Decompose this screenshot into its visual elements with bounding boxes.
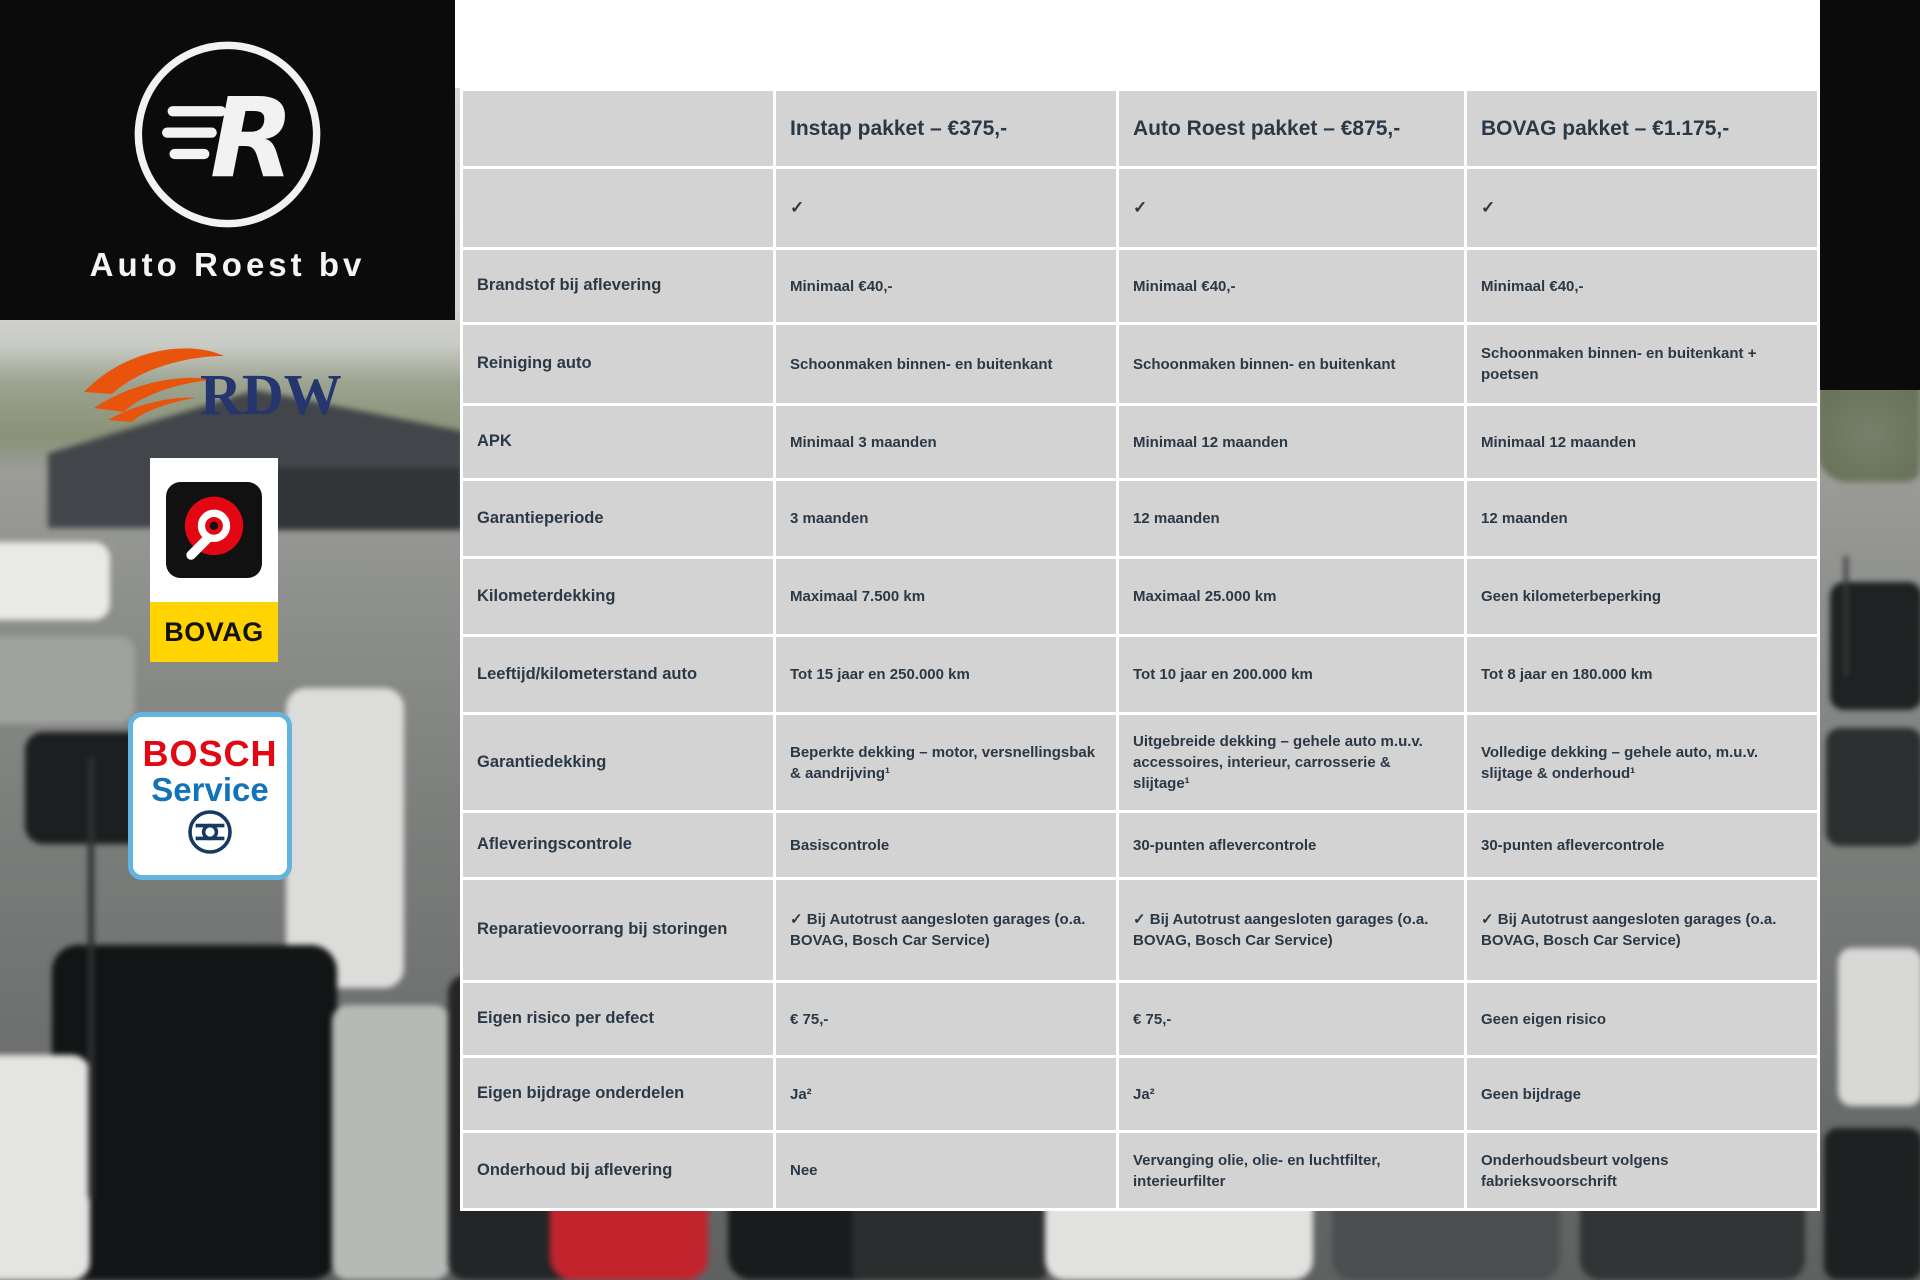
bosch-logo-text: BOSCH bbox=[142, 732, 278, 774]
car-shape bbox=[332, 1005, 450, 1280]
table-header-bovag-pakket: BOVAG pakket – €1.175,- bbox=[1467, 91, 1817, 166]
cell-reparatievoorrang-instap: ✓ Bij Autotrust aangesloten garages (o.a. BOVAG, Bosch Car Service) bbox=[776, 880, 1116, 980]
car-shape bbox=[52, 945, 337, 1280]
bovag-logo bbox=[150, 458, 278, 662]
cell-eigen-risico-auto-roest: € 75,- bbox=[1119, 983, 1464, 1055]
auto-roest-logo-icon bbox=[130, 37, 325, 232]
cell-afleveringscontrole-instap: Basiscontrole bbox=[776, 813, 1116, 877]
cell-leeftijd-instap: Tot 15 jaar en 250.000 km bbox=[776, 637, 1116, 712]
brand-name: Auto Roest bv bbox=[89, 245, 366, 283]
cell-kilometerdekking-bovag: Geen kilometerbeperking bbox=[1467, 559, 1817, 634]
cell-eigen-bijdrage-instap: Ja² bbox=[776, 1058, 1116, 1130]
row-label-garantiedekking: Garantiedekking bbox=[463, 715, 773, 810]
bovag-magnifier-icon bbox=[166, 482, 262, 578]
row-label-reparatievoorrang: Reparatievoorrang bij storingen bbox=[463, 880, 773, 980]
cell-kilometerdekking-auto-roest: Maximaal 25.000 km bbox=[1119, 559, 1464, 634]
package-comparison-table bbox=[460, 88, 1820, 1211]
cell-kilometerdekking-instap: Maximaal 7.500 km bbox=[776, 559, 1116, 634]
cell-reparatievoorrang-auto-roest: ✓ Bij Autotrust aangesloten garages (o.a. BOVAG, Bosch Car Service) bbox=[1119, 880, 1464, 980]
brand-panel bbox=[0, 0, 455, 320]
table-header-empty bbox=[463, 91, 773, 166]
cell-eigen-risico-bovag: Geen eigen risico bbox=[1467, 983, 1817, 1055]
car-shape bbox=[1826, 728, 1920, 846]
car-shape bbox=[1824, 1128, 1920, 1280]
cell-brandstof-instap: Minimaal €40,- bbox=[776, 250, 1116, 322]
cell-garantieperiode-auto-roest: 12 maanden bbox=[1119, 481, 1464, 556]
cell-included-check-auto-roest: ✓ bbox=[1119, 169, 1464, 247]
cell-garantiedekking-instap: Beperkte dekking – motor, versnellingsbak & aandrijving¹ bbox=[776, 715, 1116, 810]
cell-apk-instap: Minimaal 3 maanden bbox=[776, 406, 1116, 478]
row-label-eigen-bijdrage: Eigen bijdrage onderdelen bbox=[463, 1058, 773, 1130]
bosch-service-logo bbox=[128, 712, 292, 880]
row-label-reiniging: Reiniging auto bbox=[463, 325, 773, 403]
cell-garantieperiode-instap: 3 maanden bbox=[776, 481, 1116, 556]
cell-brandstof-bovag: Minimaal €40,- bbox=[1467, 250, 1817, 322]
cell-garantiedekking-auto-roest: Uitgebreide dekking – gehele auto m.u.v. accessoires, interieur, carrosserie & slijtage¹ bbox=[1119, 715, 1464, 810]
rdw-logo-text: RDW bbox=[200, 362, 342, 427]
cell-apk-bovag: Minimaal 12 maanden bbox=[1467, 406, 1817, 478]
cell-leeftijd-bovag: Tot 8 jaar en 180.000 km bbox=[1467, 637, 1817, 712]
tree-cluster bbox=[1818, 386, 1920, 482]
row-label-afleveringscontrole: Afleveringscontrole bbox=[463, 813, 773, 877]
row-label-garantieperiode: Garantieperiode bbox=[463, 481, 773, 556]
bosch-armature-icon bbox=[186, 808, 234, 856]
cell-reparatievoorrang-bovag: ✓ Bij Autotrust aangesloten garages (o.a. BOVAG, Bosch Car Service) bbox=[1467, 880, 1817, 980]
top-white-strip bbox=[455, 0, 1820, 88]
bovag-logo-text: BOVAG bbox=[150, 602, 278, 662]
row-label-brandstof: Brandstof bij aflevering bbox=[463, 250, 773, 322]
row-label-apk: APK bbox=[463, 406, 773, 478]
cell-apk-auto-roest: Minimaal 12 maanden bbox=[1119, 406, 1464, 478]
cell-included-check-instap: ✓ bbox=[776, 169, 1116, 247]
cell-included-check-bovag: ✓ bbox=[1467, 169, 1817, 247]
cell-reiniging-instap: Schoonmaken binnen- en buitenkant bbox=[776, 325, 1116, 403]
car-shape bbox=[0, 636, 135, 724]
rdw-wing-icon bbox=[78, 330, 344, 432]
cell-eigen-bijdrage-bovag: Geen bijdrage bbox=[1467, 1058, 1817, 1130]
row-label-included-check bbox=[463, 169, 773, 247]
svg-text:R: R bbox=[209, 73, 295, 202]
row-label-kilometerdekking: Kilometerdekking bbox=[463, 559, 773, 634]
table-header-instap-pakket: Instap pakket – €375,- bbox=[776, 91, 1116, 166]
cell-leeftijd-auto-roest: Tot 10 jaar en 200.000 km bbox=[1119, 637, 1464, 712]
cell-garantieperiode-bovag: 12 maanden bbox=[1467, 481, 1817, 556]
cell-onderhoud-auto-roest: Vervanging olie, olie- en luchtfilter, interieurfilter bbox=[1119, 1133, 1464, 1208]
cell-garantiedekking-bovag: Volledige dekking – gehele auto, m.u.v. slijtage & onderhoud¹ bbox=[1467, 715, 1817, 810]
cell-eigen-bijdrage-auto-roest: Ja² bbox=[1119, 1058, 1464, 1130]
cell-reiniging-auto-roest: Schoonmaken binnen- en buitenkant bbox=[1119, 325, 1464, 403]
row-label-onderhoud: Onderhoud bij aflevering bbox=[463, 1133, 773, 1208]
cell-reiniging-bovag: Schoonmaken binnen- en buitenkant + poetsen bbox=[1467, 325, 1817, 403]
table-header-auto-roest-pakket: Auto Roest pakket – €875,- bbox=[1119, 91, 1464, 166]
cell-afleveringscontrole-auto-roest: 30-punten aflevercontrole bbox=[1119, 813, 1464, 877]
car-shape bbox=[1838, 948, 1920, 1106]
car-shape bbox=[0, 542, 110, 620]
row-label-leeftijd: Leeftijd/kilometerstand auto bbox=[463, 637, 773, 712]
top-right-black-panel bbox=[1820, 0, 1920, 390]
cell-onderhoud-bovag: Onderhoudsbeurt volgens fabrieksvoorschrift bbox=[1467, 1133, 1817, 1208]
cell-brandstof-auto-roest: Minimaal €40,- bbox=[1119, 250, 1464, 322]
light-pole bbox=[1844, 556, 1848, 676]
car-shape bbox=[0, 1055, 90, 1280]
car-shape bbox=[286, 688, 404, 988]
cell-afleveringscontrole-bovag: 30-punten aflevercontrole bbox=[1467, 813, 1817, 877]
cell-eigen-risico-instap: € 75,- bbox=[776, 983, 1116, 1055]
bovag-mark bbox=[150, 458, 278, 602]
rdw-logo bbox=[78, 330, 344, 432]
cell-onderhoud-instap: Nee bbox=[776, 1133, 1116, 1208]
light-pole bbox=[88, 758, 94, 1198]
row-label-eigen-risico: Eigen risico per defect bbox=[463, 983, 773, 1055]
bosch-service-text: Service bbox=[151, 770, 269, 808]
